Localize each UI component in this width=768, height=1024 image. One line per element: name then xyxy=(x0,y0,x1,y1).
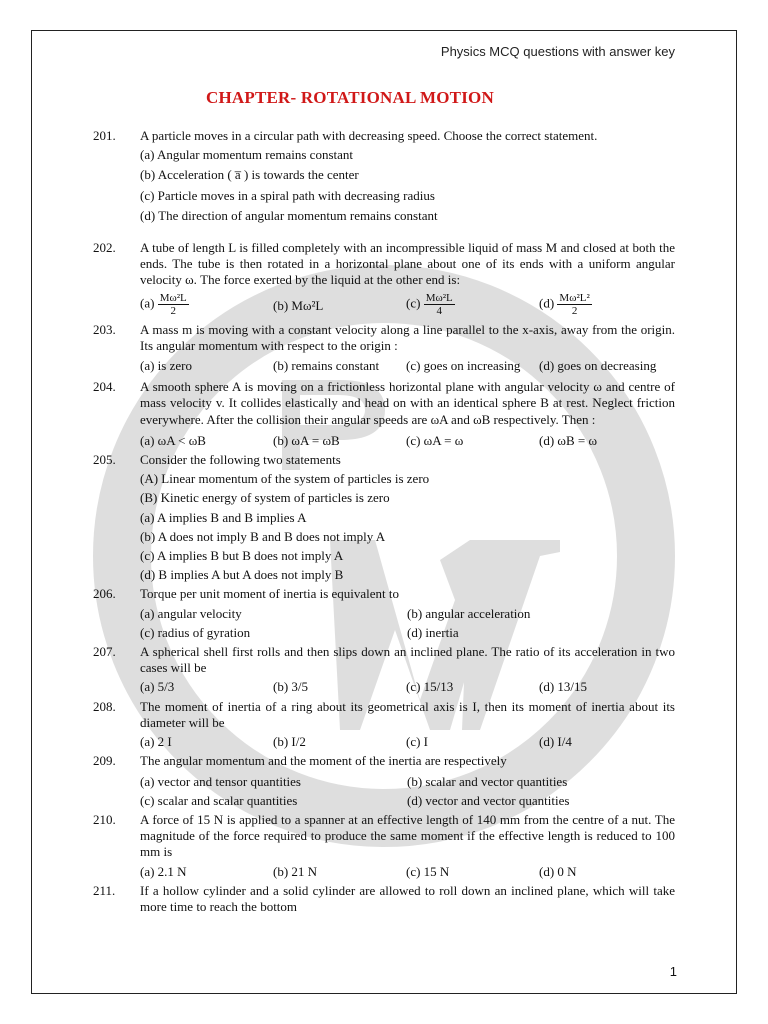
option-b: (b) 3/5 xyxy=(273,679,309,695)
option-a: (a) is zero xyxy=(140,358,192,374)
question-text: If a hollow cylinder and a solid cylinder are allowed to roll down an inclined plane, which will take more time to reach the bottom xyxy=(140,882,675,914)
question-number: 206. xyxy=(93,586,116,602)
question-202 xyxy=(93,240,675,320)
option-b: (b) angular acceleration xyxy=(407,605,531,621)
option-c: (c) $\frac{\text{Mω²L}}{4}$ xyxy=(406,291,453,317)
question-text: The moment of inertia of a ring about its geometrical axis is I, then its moment of inertia about its diameter will be xyxy=(140,698,675,730)
option-c: (c) radius of gyration xyxy=(140,624,251,640)
question-number: 204. xyxy=(93,379,116,395)
option-c: (c) scalar and scalar quantities xyxy=(140,792,298,808)
option-a: (a) ωA < ωB xyxy=(140,432,206,448)
option-c: (c) A implies B but B does not imply A xyxy=(140,548,344,564)
question-211 xyxy=(93,883,675,915)
option-d: (d) ωB = ω xyxy=(539,432,598,448)
option-d: (d) inertia xyxy=(407,624,459,640)
option-d: (d) B implies A but A does not imply B xyxy=(140,567,344,583)
question-number: 202. xyxy=(93,240,116,256)
option-a: (a) Angular momentum remains constant xyxy=(140,147,354,163)
option-a: (a) 5/3 xyxy=(140,679,175,695)
question-number: 203. xyxy=(93,321,116,337)
option-b: (b) I/2 xyxy=(273,734,306,750)
option-a: (a) 2 I xyxy=(140,734,172,750)
option-b: (b) scalar and vector quantities xyxy=(407,773,568,789)
option-b: (b) 21 N xyxy=(273,863,318,879)
option-a: (a) vector and tensor quantities xyxy=(140,773,301,789)
question-text: A mass m is moving with a constant velocity along a line parallel to the x-axis, away from the origin. Its angular momentum with respect to the origin : xyxy=(140,321,675,353)
question-204 xyxy=(93,379,675,449)
question-number: 207. xyxy=(93,644,116,660)
statement-a: (A) Linear momentum of the system of particles is zero xyxy=(140,471,430,487)
question-text: Consider the following two statements xyxy=(140,452,341,468)
option-c: (c) 15 N xyxy=(406,863,450,879)
question-text: A force of 15 N is applied to a spanner at an effective length of 140 mm from the centre of a nut. The magnitude of the force required to produce the same moment if the effective length is reduced to 100 mm is xyxy=(140,811,675,860)
option-c: (c) goes on increasing xyxy=(406,358,521,374)
question-text: A smooth sphere A is moving on a frictionless horizontal plane with angular velocity ω and centre of mass velocity v. It collides elastically and head on with an identical sphere B at rest. Neglect friction everywhere. After the collision their angular speeds are ωA and ωB respectively. Then : xyxy=(140,379,675,427)
page-number: 1 xyxy=(669,964,677,979)
question-207 xyxy=(93,644,675,696)
option-b: (b) ωA = ωB xyxy=(273,432,340,448)
option-c: (c) Particle moves in a spiral path with decreasing radius xyxy=(140,187,435,203)
option-a: (a) angular velocity xyxy=(140,605,242,621)
fraction-denominator: 4 xyxy=(436,304,442,317)
option-a: (a) $\frac{\text{Mω²L}}{2}$ xyxy=(140,291,187,317)
fraction-numerator: Mω²L xyxy=(159,291,187,304)
question-205 xyxy=(93,452,675,583)
question-text: A spherical shell first rolls and then slips down an inclined plane. The ratio of its acceleration in two cases will be xyxy=(140,644,675,676)
page-header: Physics MCQ questions with answer key xyxy=(440,44,675,59)
question-201 xyxy=(93,128,675,224)
option-b: (b) A does not imply B and B does not imply A xyxy=(140,528,386,544)
question-number: 205. xyxy=(93,452,116,468)
option-d: (d) 13/15 xyxy=(539,679,588,695)
chapter-title: CHAPTER- ROTATIONAL MOTION xyxy=(206,88,494,107)
question-206 xyxy=(93,586,675,641)
question-text: A tube of length L is filled completely with an incompressible liquid of mass M and closed at both the ends. The tube is then rotated in a horizontal plane about one of its ends with a uniform angular velocity ω. The force exerted by the liquid at the other end is: xyxy=(140,240,675,288)
question-number: 208. xyxy=(93,698,116,714)
option-b: (b) Acceleration ( a̅ ) is towards the center xyxy=(140,167,359,183)
option-a: (a) 2.1 N xyxy=(140,863,187,879)
option-c: (c) 15/13 xyxy=(406,679,454,695)
question-text: Torque per unit moment of inertia is equivalent to xyxy=(140,586,400,602)
option-d: (d) $\frac{\text{Mω²L²}}{2}$ xyxy=(539,291,590,317)
statement-b: (B) Kinetic energy of system of particles is zero xyxy=(140,490,390,506)
fraction-numerator: Mω²L xyxy=(425,291,453,304)
fraction-denominator: 2 xyxy=(170,304,176,317)
fraction-denominator: 2 xyxy=(571,304,578,317)
question-text: The angular momentum and the moment of the inertia are respectively xyxy=(140,753,507,769)
question-number: 211. xyxy=(93,882,116,898)
question-209 xyxy=(93,753,675,809)
option-d: (d) vector and vector quantities xyxy=(407,792,570,808)
question-number: 210. xyxy=(93,811,116,827)
option-d: (d) I/4 xyxy=(539,734,572,750)
option-c: (c) ωA = ω xyxy=(406,432,464,448)
question-210 xyxy=(93,812,675,880)
option-b: (b) Mω²L xyxy=(273,297,324,313)
option-d: (d) The direction of angular momentum remains constant xyxy=(140,207,438,223)
question-203 xyxy=(93,322,675,375)
option-d: (d) goes on decreasing xyxy=(539,358,657,374)
fraction-numerator: Mω²L² xyxy=(559,291,590,304)
question-number: 209. xyxy=(93,753,116,769)
option-c: (c) I xyxy=(406,734,429,750)
question-number: 201. xyxy=(93,128,116,143)
option-d: (d) 0 N xyxy=(539,863,577,879)
option-a: (a) A implies B and B implies A xyxy=(140,509,307,525)
question-208 xyxy=(93,699,675,751)
question-list xyxy=(93,128,675,915)
question-text: A particle moves in a circular path with decreasing speed. Choose the correct statement. xyxy=(140,128,598,143)
option-b: (b) remains constant xyxy=(273,358,380,374)
